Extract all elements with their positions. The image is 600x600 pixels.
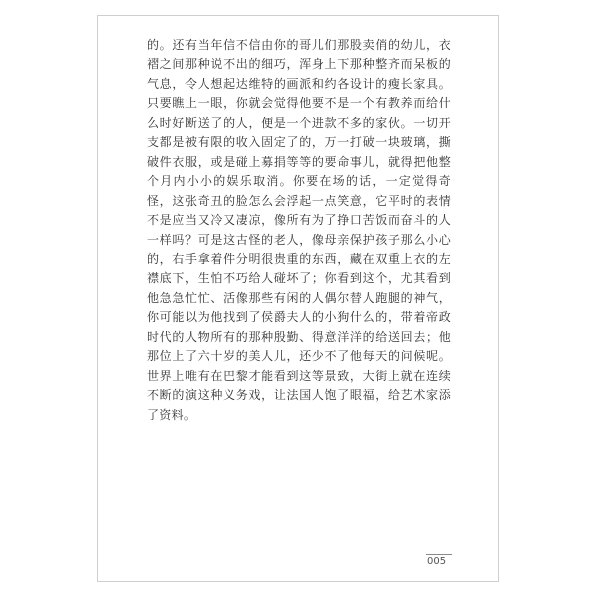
- body-text: 的。还有当年信不信由你的哥儿们那股卖俏的幼儿，衣褶之间那种说不出的细巧，浑身上下那种整齐而呆板的气息，令人想起达维特的画派和约各设计的瘦长家具。只要瞧上一眼，你就会觉得他要不是一个有教养而给什么时好断送了的人，便是一个进款不多的家伙。一切开支都是被有限的收入固定了的，万一打破一块玻璃，撕破件衣服，或是碰上募捐等等的要命事儿，就得把他整个月内小小的娱乐取消。你要在场的话，一定觉得奇怪，这张奇丑的脸怎么会浮起一点笑意，它平时的表情不是应当又冷又凄凉，像所有为了挣口苦饭而奋斗的人一样吗？可是这古怪的老人，像母亲保护孩子那么小心的，右手拿着件分明很贵重的东西，藏在双重上衣的左襟底下，生怕不巧给人碰坏了；你看到这个，尤其看到他急急忙忙、活像那些有闲的人偶尔替人跑腿的神气，你可能以为他找到了侯爵夫人的小狗什么的，带着帝政时代的人物所有的那种殷勤、得意洋洋的给送回去；他那位上了六十岁的美人儿，还少不了他每天的问候呢。世界上唯有在巴黎才能看到这等景致，大街上就在连续不断的演这种义务戏，让法国人饱了眼福，给艺术家添了资料。: [147, 38, 451, 422]
- page-number: 005: [427, 556, 447, 567]
- folio-rule: [426, 554, 452, 555]
